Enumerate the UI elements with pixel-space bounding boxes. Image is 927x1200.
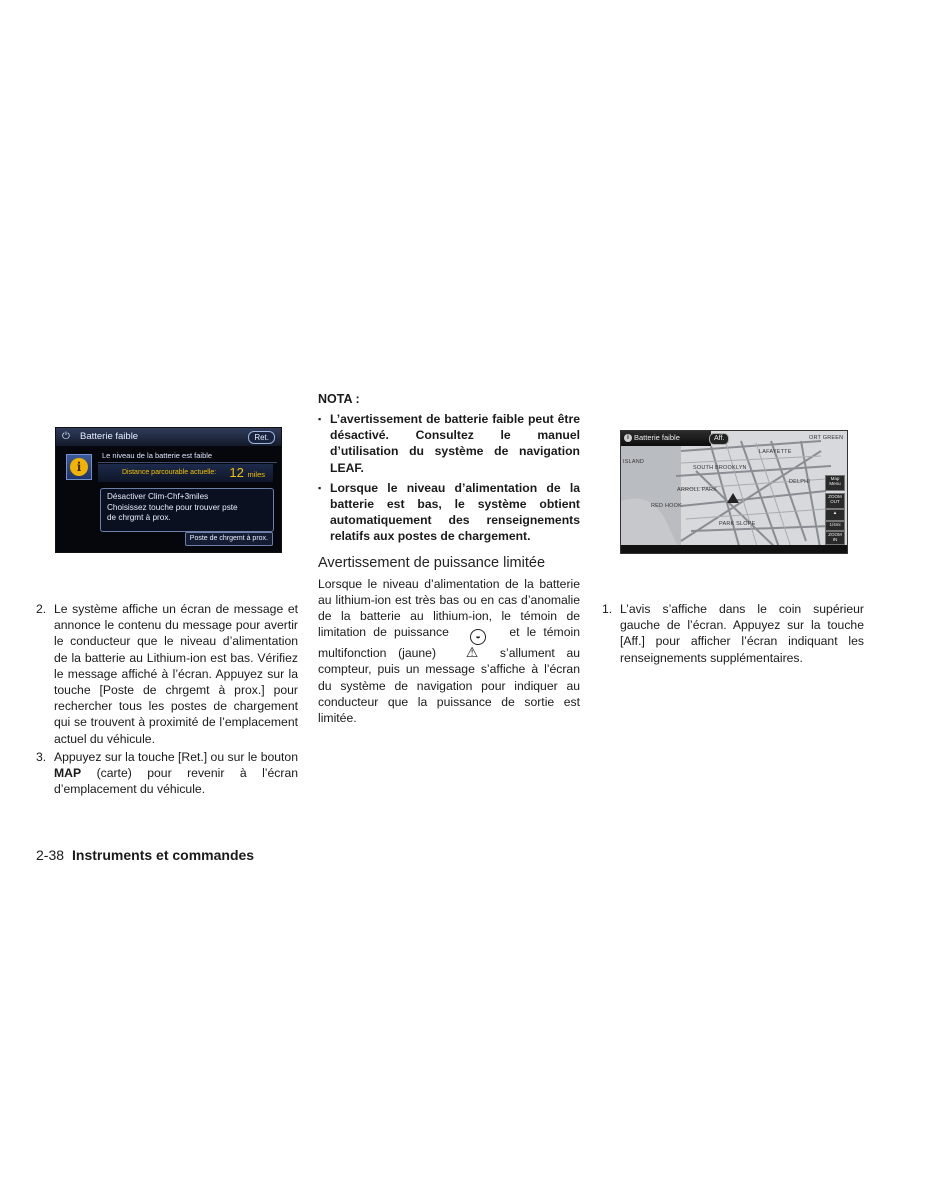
screen-header	[56, 428, 281, 446]
list-item-1	[602, 601, 864, 666]
item-number: 2.	[36, 602, 47, 616]
aff-button[interactable]: Aff.	[709, 433, 729, 445]
item-text: Le système affiche un écran de message et annonce le contenu du message pour avertir le conducteur que le niveau d’alimentation de la batterie au Lithium-ion est bas. Vérifiez le message affiché à l’écran. Appuyez sur la touche [Poste de chrgemt à prox.] pour rechercher tous les postes de chargement qui se trouvent à proximité de l’emplacement actuel du véhicule.	[54, 602, 298, 746]
item-text: Appuyez sur la touche [Ret.] ou sur le bouton	[54, 749, 298, 764]
warning-triangle-icon: ⚠	[465, 644, 479, 661]
info-icon: i	[66, 454, 92, 480]
map-bottom-bar	[621, 545, 847, 553]
section-title: Avertissement de puissance limitée	[318, 554, 546, 571]
bullet-text: L’avertissement de batterie faible peut être désactivé. Consultez le manuel d’utilisation du système de navigation LEAF.	[330, 412, 580, 475]
map-button-label: MAP	[54, 766, 82, 781]
power-limit-icon: ◒	[470, 629, 486, 645]
zoom-out-button[interactable]: ZOOM OUT	[825, 493, 845, 509]
message-line: Désactiver Clim-Chf+3miles	[107, 492, 209, 501]
page-footer	[36, 846, 254, 864]
map-notification-bar	[621, 431, 711, 446]
map-label: RED HOOK	[651, 503, 682, 509]
nota-bullet-1: ▪ L’avertissement de batterie faible peut être désactivé. Consultez le manuel d’utilisation du système de navigation LEAF.	[318, 412, 580, 475]
map-label: DELPHI	[789, 479, 811, 485]
message-box	[100, 488, 274, 532]
list-item-2	[36, 601, 298, 747]
nota-title: NOTA :	[318, 392, 360, 406]
distance-row	[98, 464, 273, 482]
screen-title: Batterie faible	[80, 431, 139, 442]
navigation-map-image	[620, 430, 848, 554]
section-name: Instruments et commandes	[72, 847, 255, 863]
page-number: 2-38	[36, 847, 65, 863]
zoom-in-button[interactable]: ZOOM IN	[825, 531, 845, 545]
map-label: LAFAYETTE	[759, 449, 792, 455]
map-menu-button[interactable]: Map Menu	[825, 475, 845, 491]
info-icon: i	[624, 434, 632, 442]
map-roads	[621, 431, 847, 553]
map-label: ARROLL PARK	[677, 487, 718, 493]
middle-column	[318, 392, 580, 726]
item-text: (carte) pour revenir à l’écran d’emplacement du véhicule.	[54, 766, 298, 797]
item-number: 3.	[36, 749, 47, 764]
map-notice-title: Batterie faible	[634, 433, 680, 442]
low-battery-screen-image	[55, 427, 282, 553]
map-label: ISLAND	[623, 459, 645, 465]
distance-value: 12 miles	[229, 465, 265, 480]
distance-label: Distance parcourable actuelle:	[122, 469, 217, 476]
item-text: L’avis s’affiche dans le coin supérieur gauche de l’écran. Appuyez sur la touche [Aff.] pour afficher l’écran indiquant les renseignements supplémentaires.	[620, 602, 864, 665]
battery-icon: ⏻	[62, 431, 70, 442]
map-label: PARK SLOPE	[719, 521, 756, 527]
poste-chargement-button[interactable]: Poste de chrgemt à prox.	[185, 532, 273, 546]
map-label: ORT GREEN	[809, 435, 844, 441]
item-number: 1.	[602, 602, 613, 616]
bullet-text: Lorsque le niveau d’alimentation de la batterie est bas, le système obtient automatiquement des renseignements relatifs aux postes de chargement.	[330, 480, 580, 544]
battery-level-text: Le niveau de la batterie est faible	[98, 450, 277, 463]
left-column	[36, 601, 298, 799]
nota-bullet-2: ▪ Lorsque le niveau d’alimentation de la batterie est bas, le système obtient automatiquement des renseignements relatifs aux postes de chargement.	[318, 480, 580, 544]
map-scale: 1/4mi	[825, 521, 845, 531]
message-line: Choisissez touche pour trouver pste	[107, 502, 238, 512]
north-arrow-icon: ▲	[825, 509, 845, 521]
map-label: SOUTH BROOKLYN	[693, 465, 747, 471]
section-paragraph: Lorsque le niveau d’alimentation de la batterie au lithium-ion est très bas ou en cas d’anomalie de la batterie au lithium-ion, le témoin de limitation de puissance ◒ et le témoin multifonction (jaune) ⚠ s’allument au compteur, puis un message s’affiche à l’écran du système de navigation pour indiquer au conducteur que la puissance de sortie est limitée.	[318, 576, 581, 726]
ret-button[interactable]: Ret.	[248, 431, 275, 444]
right-column	[602, 601, 864, 668]
message-line: de chrgmt à prox.	[107, 513, 171, 522]
list-item-3	[36, 749, 298, 798]
